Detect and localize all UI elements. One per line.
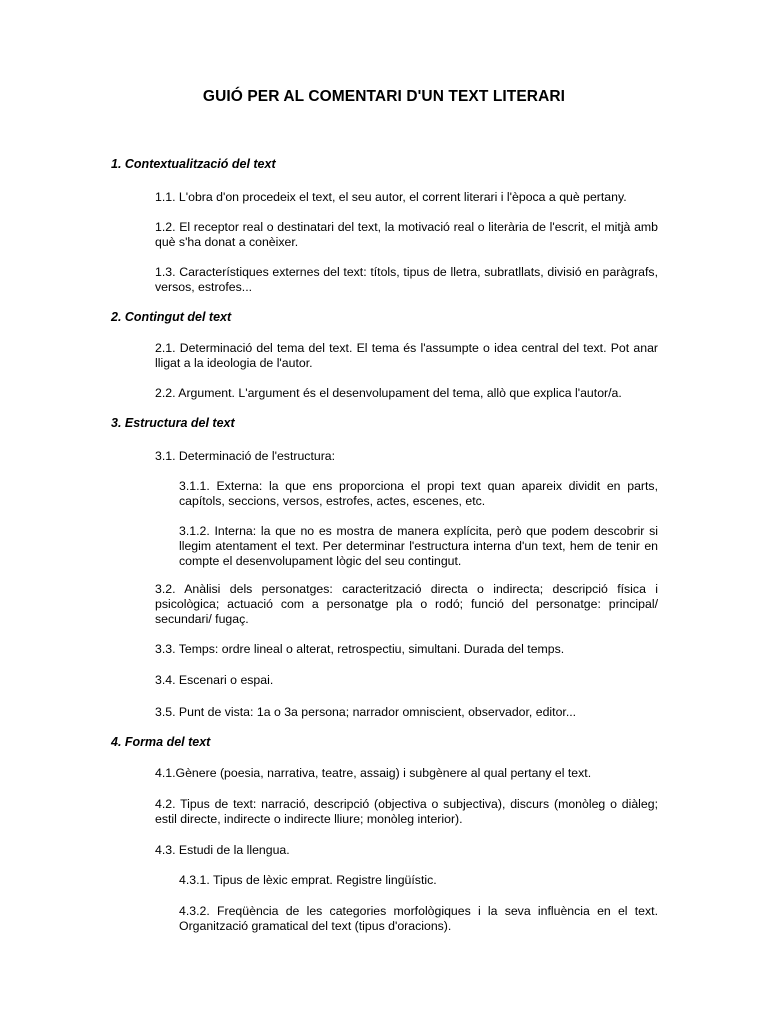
page-title: GUIÓ PER AL COMENTARI D'UN TEXT LITERARI (202, 88, 566, 105)
paragraph-3-2: 3.2. Anàlisi dels personatges: caracterització directa o indirecta; descripció física i psicològica; actuació com a personatge pla o rodó; funció del personatge: principal/ secundari/ fugaç. (155, 582, 658, 626)
paragraph-1-1: 1.1. L'obra d'on procedeix el text, el seu autor, el corrent literari i l'època a què pertany. (155, 190, 627, 204)
paragraph-3-3: 3.3. Temps: ordre lineal o alterat, retrospectiu, simultani. Durada del temps. (155, 642, 565, 656)
paragraph-4-2: 4.2. Tipus de text: narració, descripció (objectiva o subjectiva), discurs (monòleg o diàleg; estil directe, indirecte o indirecte lliure; monòleg interior). (155, 797, 658, 826)
paragraph-4-3-2: 4.3.2. Freqüència de les categories morfològiques i la seva influència en el text. Organització gramatical del text (tipus d'oracions). (179, 904, 658, 933)
paragraph-1-3: 1.3. Característiques externes del text: títols, tipus de lletra, subratllats, divisió en paràgrafs, versos, estrofes... (155, 265, 658, 294)
section-heading-contingut: 2. Contingut del text (111, 310, 232, 324)
paragraph-4-1: 4.1.Gènere (poesia, narrativa, teatre, assaig) i subgènere al qual pertany el text. (155, 766, 592, 780)
paragraph-4-3: 4.3. Estudi de la llengua. (155, 843, 290, 857)
paragraph-3-4: 3.4. Escenari o espai. (155, 673, 274, 687)
paragraph-2-1: 2.1. Determinació del tema del text. El tema és l'assumpte o idea central del text. Pot anar lligat a la ideologia de l'autor. (155, 341, 658, 370)
section-heading-estructura: 3. Estructura del text (111, 416, 235, 430)
section-heading-forma: 4. Forma del text (111, 735, 211, 749)
paragraph-4-3-1: 4.3.1. Tipus de lèxic emprat. Registre lingüístic. (179, 873, 437, 887)
paragraph-3-1: 3.1. Determinació de l'estructura: (155, 449, 336, 463)
paragraph-1-2: 1.2. El receptor real o destinatari del text, la motivació real o literària de l'escrit, el mitjà amb què s'ha donat a conèixer. (155, 220, 658, 249)
section-heading-contextualitzacio: 1. Contextualització del text (111, 157, 276, 171)
paragraph-2-2: 2.2. Argument. L'argument és el desenvolupament del tema, allò que explica l'autor/a. (155, 386, 622, 400)
paragraph-3-5: 3.5. Punt de vista: 1a o 3a persona; narrador omniscient, observador, editor... (155, 705, 577, 719)
paragraph-3-1-2: 3.1.2. Interna: la que no es mostra de manera explícita, però que podem descobrir si llegim atentament el text. Per determinar l'estructura interna d'un text, hem de tenir en compte el desenvolupament lògic del seu contingut. (179, 524, 658, 568)
paragraph-3-1-1: 3.1.1. Externa: la que ens proporciona el propi text quan apareix dividit en parts, capítols, seccions, versos, estrofes, actes, escenes, etc. (179, 479, 658, 508)
